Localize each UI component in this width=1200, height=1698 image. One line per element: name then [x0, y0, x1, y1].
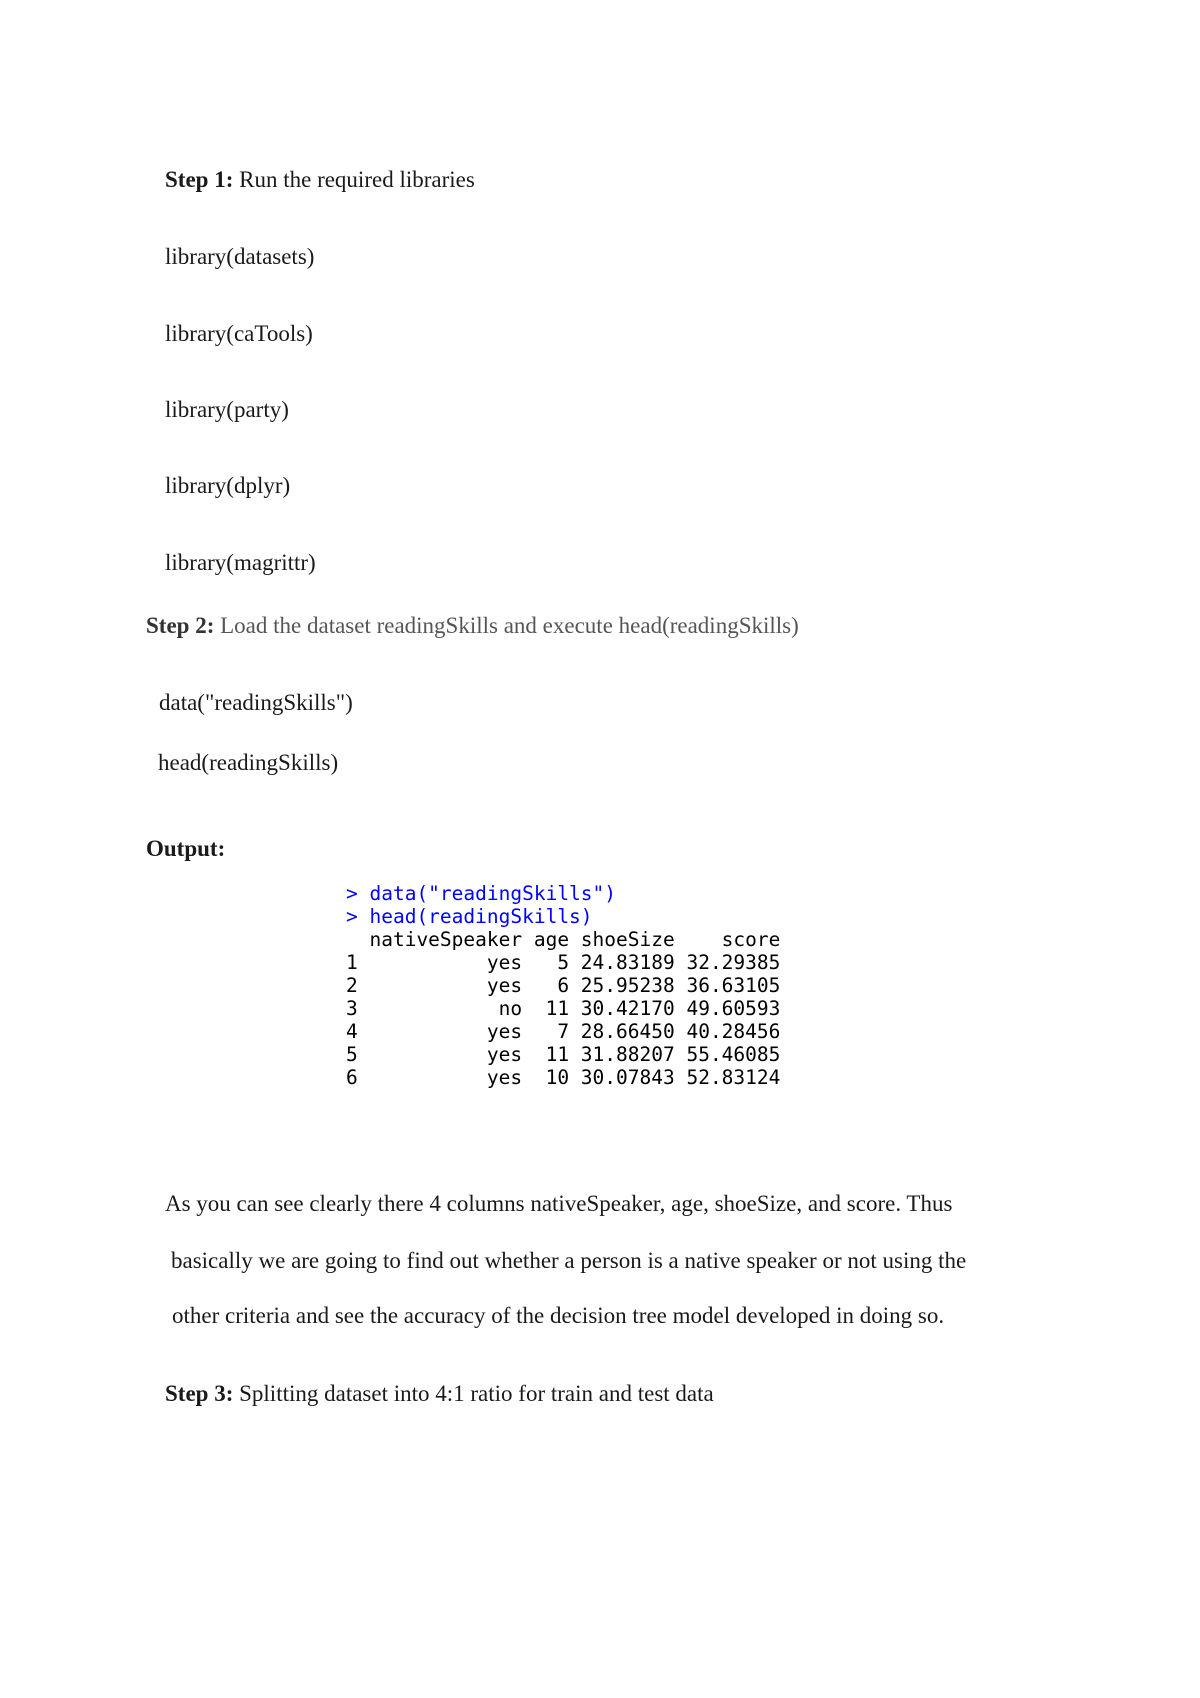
step2-label: Step 2: [146, 613, 215, 638]
library-line-catools: library(caTools) [165, 321, 313, 346]
step1-label: Step 1: [165, 167, 234, 192]
library-line-magrittr: library(magrittr) [165, 550, 316, 575]
step1-heading [165, 166, 475, 194]
code-line-data: data("readingSkills") [159, 690, 353, 715]
step1-text: Run the required libraries [239, 167, 475, 192]
output-label-text: Output: [146, 836, 226, 861]
paragraph-line-3: other criteria and see the accuracy of the decision tree model developed in doing so. [172, 1303, 945, 1328]
code-line-head: head(readingSkills) [158, 750, 339, 775]
step3-label: Step 3: [165, 1381, 234, 1406]
step2-text: Load the dataset readingSkills and execute head(readingSkills) [220, 613, 799, 638]
console-table-row: 1 yes 5 24.83189 32.29385 [346, 951, 781, 974]
console-table-row: 5 yes 11 31.88207 55.46085 [346, 1043, 781, 1066]
console-table-row: 4 yes 7 28.66450 40.28456 [346, 1020, 781, 1043]
paragraph-line-2: basically we are going to find out whether a person is a native speaker or not using the [171, 1248, 967, 1273]
step3-text: Splitting dataset into 4:1 ratio for train and test data [239, 1381, 714, 1406]
console-table-header: nativeSpeaker age shoeSize score [346, 928, 781, 951]
library-line-party: library(party) [165, 397, 289, 422]
library-line-dplyr: library(dplyr) [165, 473, 291, 498]
console-table-row: 3 no 11 30.42170 49.60593 [346, 997, 781, 1020]
step3-heading [165, 1380, 714, 1408]
console-output [346, 882, 780, 1089]
console-table-row: 2 yes 6 25.95238 36.63105 [346, 974, 781, 997]
console-command-head: > head(readingSkills) [346, 905, 593, 928]
library-line-datasets: library(datasets) [165, 244, 315, 269]
console-table-row: 6 yes 10 30.07843 52.83124 [346, 1066, 781, 1089]
output-label [146, 835, 225, 863]
console-command-data: > data("readingSkills") [346, 882, 617, 905]
step2-heading [146, 612, 799, 640]
paragraph-line-1: As you can see clearly there 4 columns nativeSpeaker, age, shoeSize, and score. Thus [165, 1191, 953, 1216]
